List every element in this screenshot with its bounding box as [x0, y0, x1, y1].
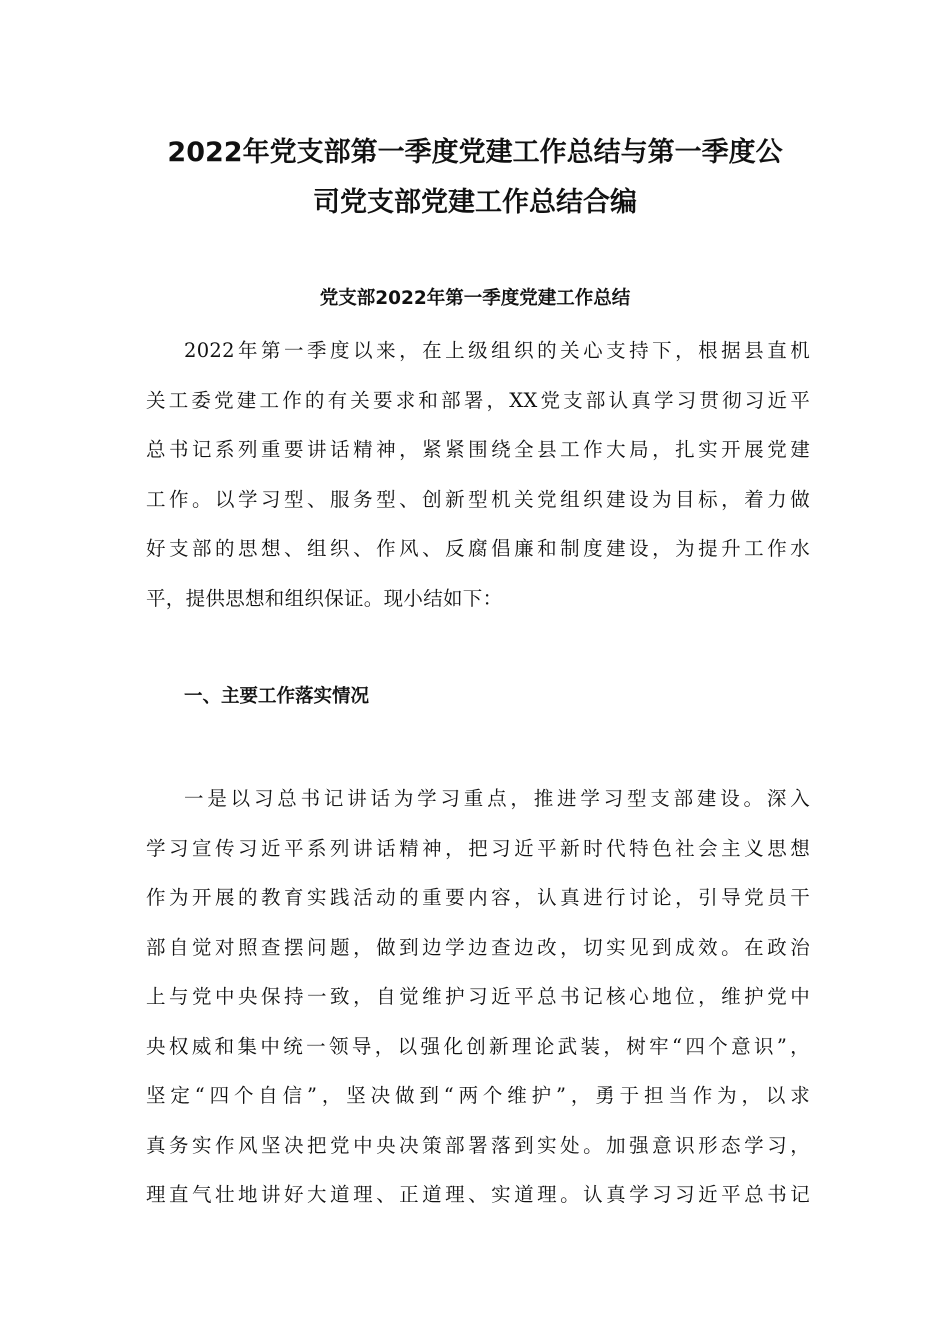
paragraph-line: 真务实作风坚决把党中央决策部署落到实处。加强意识形态学习，	[146, 1133, 810, 1157]
title-line: 司党支部党建工作总结合编	[313, 187, 637, 218]
paragraph-line: 坚定“四个自信”，坚决做到“两个维护”，勇于担当作为，以求	[146, 1084, 810, 1107]
paragraph-line: 部自觉对照查摆问题，做到边学边查边改，切实见到成效。在政治	[146, 935, 810, 959]
section-heading: 一、主要工作落实情况	[184, 686, 370, 707]
paragraph-line: 学习宣传习近平系列讲话精神，把习近平新时代特色社会主义思想	[146, 836, 810, 860]
paragraph-line: 央权威和集中统一领导，以强化创新理论武装，树牢“四个意识”，	[146, 1034, 810, 1058]
paragraph-line: 总书记系列重要讲话精神，紧紧围绕全县工作大局，扎实开展党建	[146, 438, 810, 461]
paragraph-line: 工作。以学习型、服务型、创新型机关党组织建设为目标，着力做	[146, 487, 810, 511]
document-title	[120, 128, 830, 228]
intro-paragraph	[146, 326, 810, 623]
paragraph-line: 2022年第一季度以来，在上级组织的关心支持下，根据县直机	[184, 339, 810, 362]
paragraph-line: 平，提供思想和组织保证。现小结如下：	[146, 586, 503, 610]
title-line: 2022年党支部第一季度党建工作总结与第一季度公	[167, 137, 783, 168]
paragraph-line: 理直气壮地讲好大道理、正道理、实道理。认真学习习近平总书记	[146, 1183, 810, 1206]
paragraph-line: 上与党中央保持一致，自觉维护习近平总书记核心地位，维护党中	[146, 985, 810, 1008]
paragraph-line: 作为开展的教育实践活动的重要内容，认真进行讨论，引导党员干	[146, 886, 810, 909]
paragraph-line: 好支部的思想、组织、作风、反腐倡廉和制度建设，为提升工作水	[146, 537, 810, 560]
body-paragraph	[146, 774, 810, 1220]
paragraph-line: 一是以习总书记讲话为学习重点，推进学习型支部建设。深入	[184, 787, 810, 810]
paragraph-line: 关工委党建工作的有关要求和部署，XX党支部认真学习贯彻习近平	[146, 388, 810, 412]
section-subtitle: 党支部2022年第一季度党建工作总结	[319, 288, 631, 309]
